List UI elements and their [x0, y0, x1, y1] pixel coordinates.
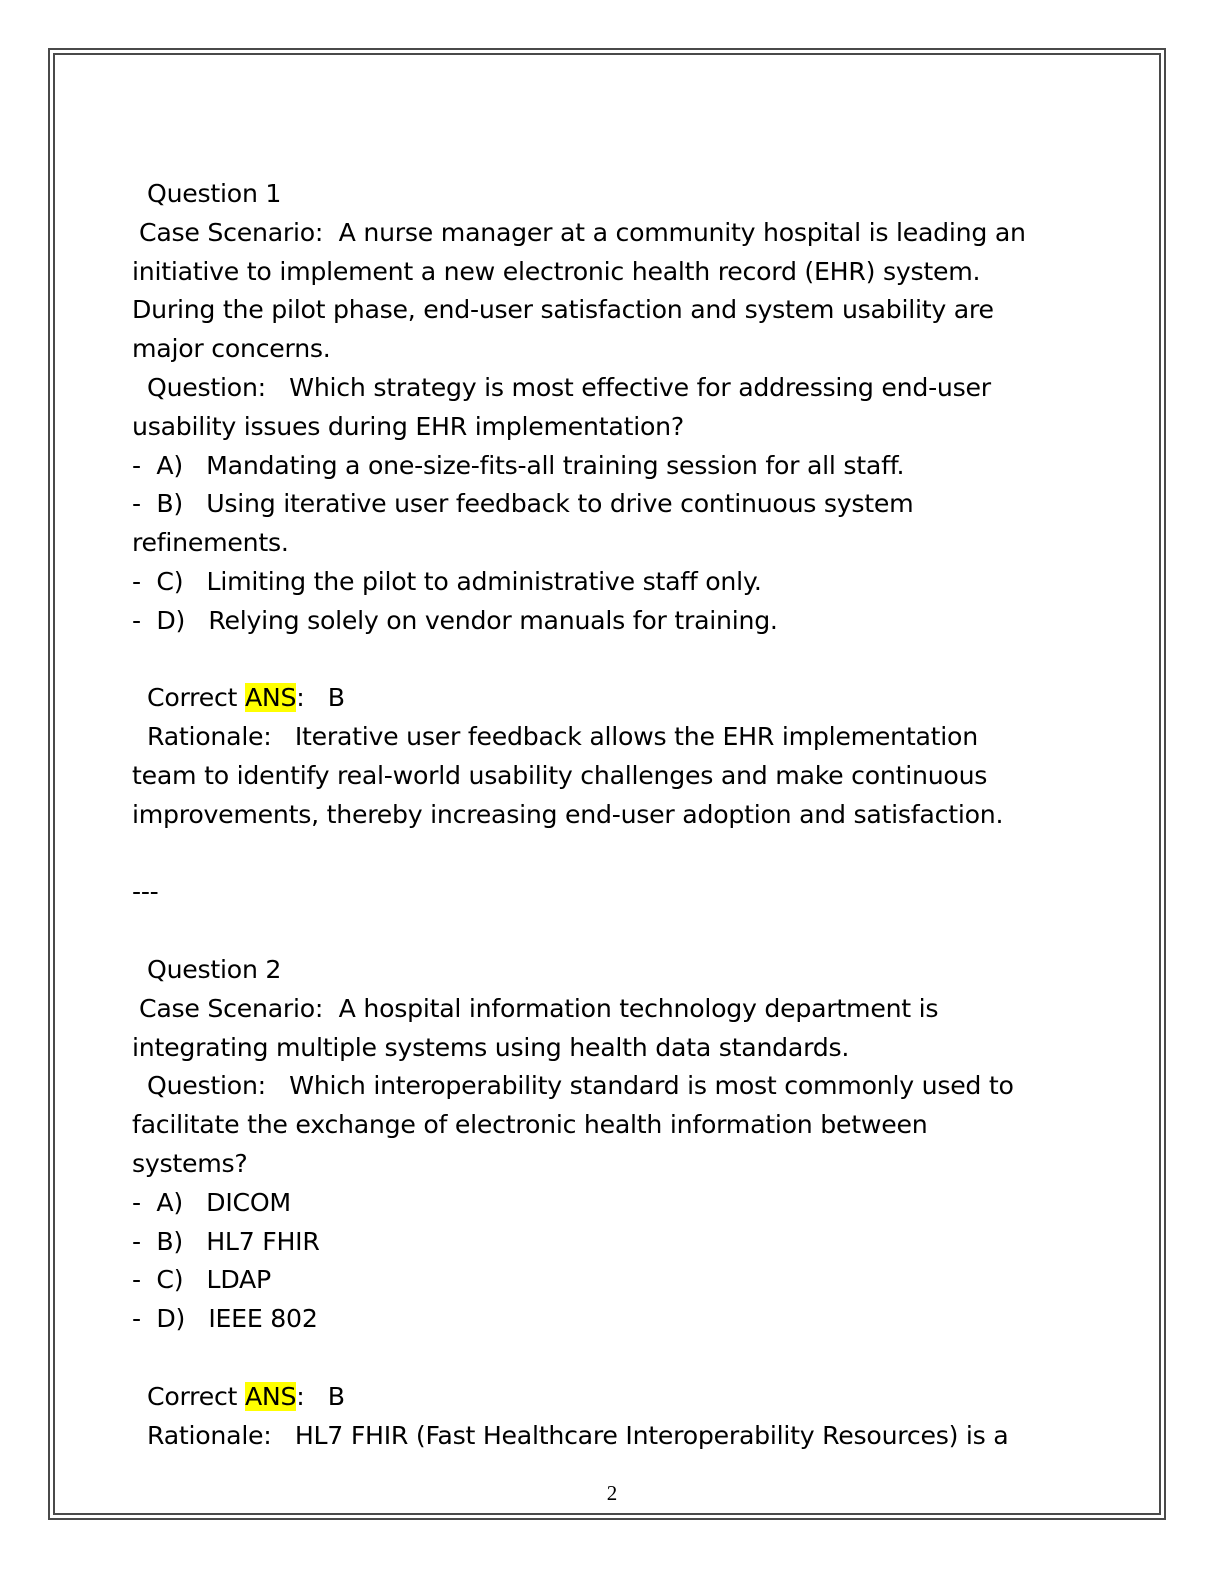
question-1-option-a: - A) Mandating a one-size-fits-all training session for all staff.: [132, 450, 905, 480]
question-1: [132, 175, 1067, 835]
question-1-scenario-line: initiative to implement a new electronic health record (EHR) system.: [132, 256, 981, 286]
question-1-prompt-line: Question: Which strategy is most effective for addressing end-user: [147, 372, 991, 402]
spacer: [132, 641, 1067, 680]
question-2-option-c: - C) LDAP: [132, 1265, 271, 1295]
question-1-option-d: - D) Relying solely on vendor manuals for training.: [132, 605, 778, 635]
question-1-option-b-cont: refinements.: [132, 528, 289, 558]
question-1-scenario-line: Case Scenario: A nurse manager at a community hospital is leading an: [139, 217, 1026, 247]
correct-label: Correct: [147, 683, 245, 713]
question-1-scenario-line: During the pilot phase, end-user satisfaction and system usability are: [132, 295, 994, 325]
page-number: 2: [606, 1481, 618, 1505]
question-1-option-c: - C) Limiting the pilot to administrative staff only.: [132, 566, 762, 596]
question-2-option-a: - A) DICOM: [132, 1187, 291, 1217]
question-2-rationale-line: Rationale: HL7 FHIR (Fast Healthcare Interoperability Resources) is a: [147, 1420, 1009, 1450]
question-2: [132, 951, 1067, 1455]
question-1-option-b: - B) Using iterative user feedback to drive continuous system: [132, 489, 914, 519]
question-2-correct-answer: [132, 1378, 1067, 1417]
question-1-scenario-line: major concerns.: [132, 334, 331, 364]
ans-highlight: ANS: [244, 683, 297, 713]
question-2-heading: Question 2: [147, 954, 282, 984]
question-2-prompt-line: systems?: [132, 1148, 248, 1178]
document-body: [132, 175, 1067, 1455]
spacer: [132, 1339, 1067, 1378]
question-1-rationale-line: improvements, thereby increasing end-user adoption and satisfaction.: [132, 799, 1004, 829]
question-1-prompt-line: usability issues during EHR implementation?: [132, 411, 684, 441]
question-1-heading: Question 1: [147, 179, 282, 208]
section-separator: ---: [132, 877, 159, 907]
ans-highlight: ANS: [244, 1381, 297, 1411]
question-2-prompt-line: facilitate the exchange of electronic health information between: [132, 1110, 928, 1140]
question-2-scenario-line: Case Scenario: A hospital information technology department is: [139, 993, 939, 1023]
question-2-prompt-line: Question: Which interoperability standard is most commonly used to: [147, 1071, 1014, 1101]
correct-answer-value: : B: [296, 1381, 345, 1411]
question-2-option-d: - D) IEEE 802: [132, 1304, 318, 1334]
question-1-rationale-line: team to identify real-world usability challenges and make continuous: [132, 760, 988, 790]
correct-answer-value: : B: [296, 683, 345, 713]
correct-label: Correct: [147, 1381, 245, 1411]
question-2-option-b: - B) HL7 FHIR: [132, 1226, 320, 1256]
spacer: [132, 912, 1067, 951]
question-1-rationale-line: Rationale: Iterative user feedback allows the EHR implementation: [147, 722, 978, 752]
question-1-correct-answer: [132, 679, 1067, 718]
question-2-scenario-line: integrating multiple systems using health data standards.: [132, 1032, 850, 1062]
spacer: [132, 835, 1067, 874]
